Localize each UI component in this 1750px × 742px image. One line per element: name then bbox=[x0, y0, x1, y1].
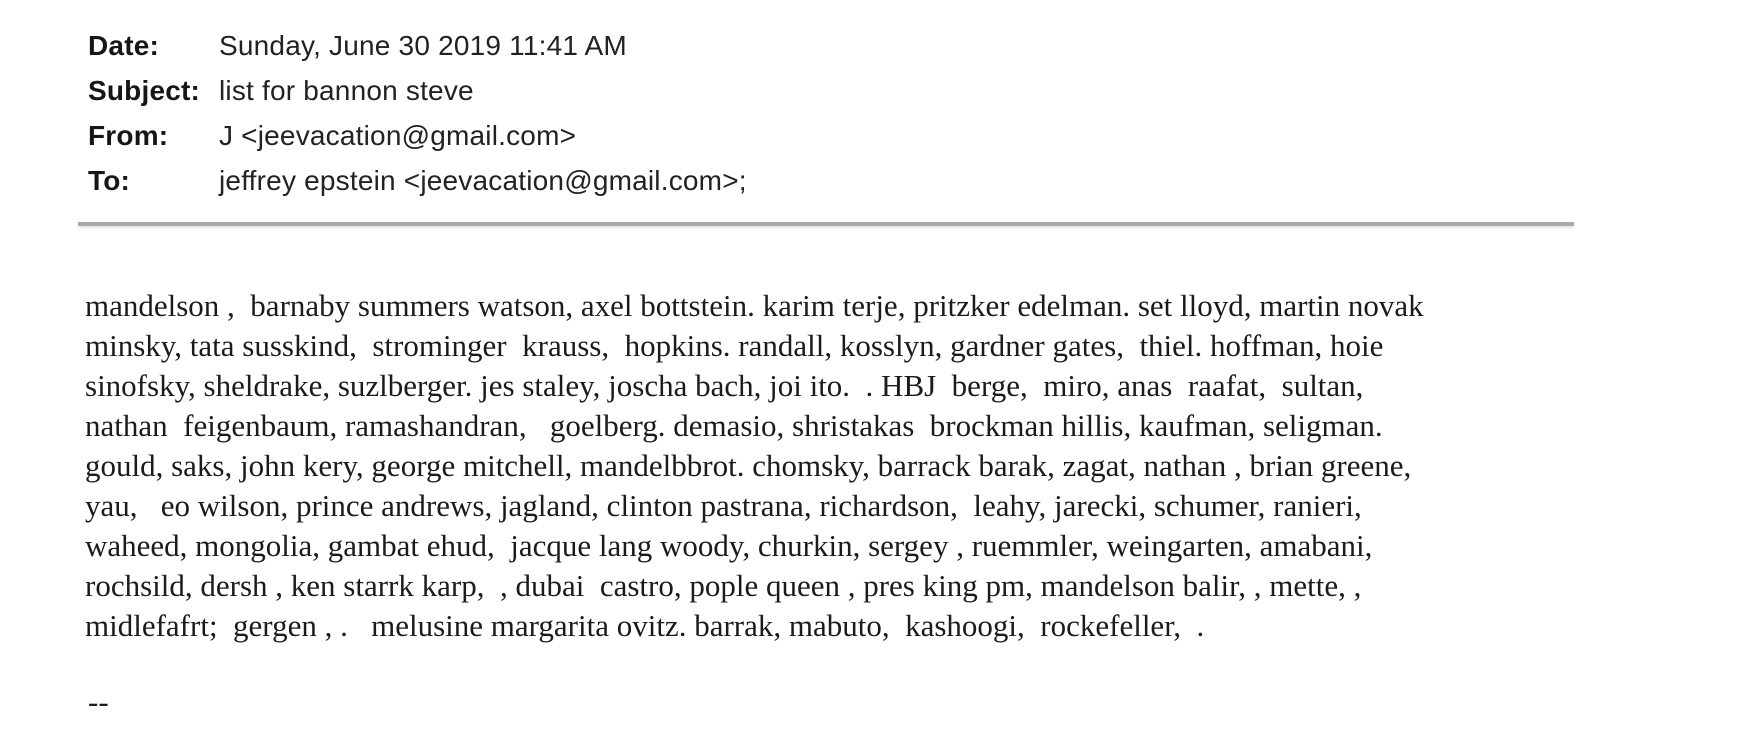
from-label: From: bbox=[88, 120, 169, 151]
header-row-date bbox=[88, 30, 747, 75]
body-line: minsky, tata susskind, strominger krauss, hopkins. randall, kosslyn, gardner gates, thiel. hoffman, hoie bbox=[85, 328, 1384, 363]
body-line: yau, eo wilson, prince andrews, jagland, clinton pastrana, richardson, leahy, jarecki, schumer, ranieri, bbox=[85, 488, 1362, 523]
header-row-from bbox=[88, 120, 747, 165]
subject-label: Subject: bbox=[88, 75, 201, 106]
subject-value: list for bannon steve bbox=[219, 75, 474, 106]
header-row-to bbox=[88, 165, 747, 210]
body-line: sinofsky, sheldrake, suzlberger. jes staley, joscha bach, joi ito. . HBJ berge, miro, anas raafat, sultan, bbox=[85, 368, 1364, 403]
header-row-subject bbox=[88, 75, 747, 120]
email-body bbox=[85, 286, 1424, 646]
body-line: gould, saks, john kery, george mitchell, mandelbbrot. chomsky, barrack barak, zagat, nathan , brian greene, bbox=[85, 448, 1412, 483]
header-divider bbox=[78, 222, 1574, 226]
date-label: Date: bbox=[88, 30, 160, 61]
body-line: midlefafrt; gergen , . melusine margarita ovitz. barrak, mabuto, kashoogi, rockefeller, . bbox=[85, 608, 1205, 643]
body-line: mandelson , barnaby summers watson, axel bottstein. karim terje, pritzker edelman. set lloyd, martin novak bbox=[85, 288, 1424, 323]
body-line: waheed, mongolia, gambat ehud, jacque lang woody, churkin, sergey , ruemmler, weingarten, amabani, bbox=[85, 528, 1373, 563]
email-header bbox=[88, 30, 747, 210]
body-line: nathan feigenbaum, ramashandran, goelberg. demasio, shristakas brockman hillis, kaufman, seligman. bbox=[85, 408, 1383, 443]
body-line: rochsild, dersh , ken starrk karp, , dubai castro, pople queen , pres king pm, mandelson balir, , mette, , bbox=[85, 568, 1362, 603]
signature-divider: -- bbox=[88, 684, 109, 719]
from-value: J <jeevacation@gmail.com> bbox=[219, 120, 577, 151]
date-value: Sunday, June 30 2019 11:41 AM bbox=[219, 30, 627, 61]
to-value: jeffrey epstein <jeevacation@gmail.com>; bbox=[219, 165, 747, 196]
to-label: To: bbox=[88, 165, 131, 196]
